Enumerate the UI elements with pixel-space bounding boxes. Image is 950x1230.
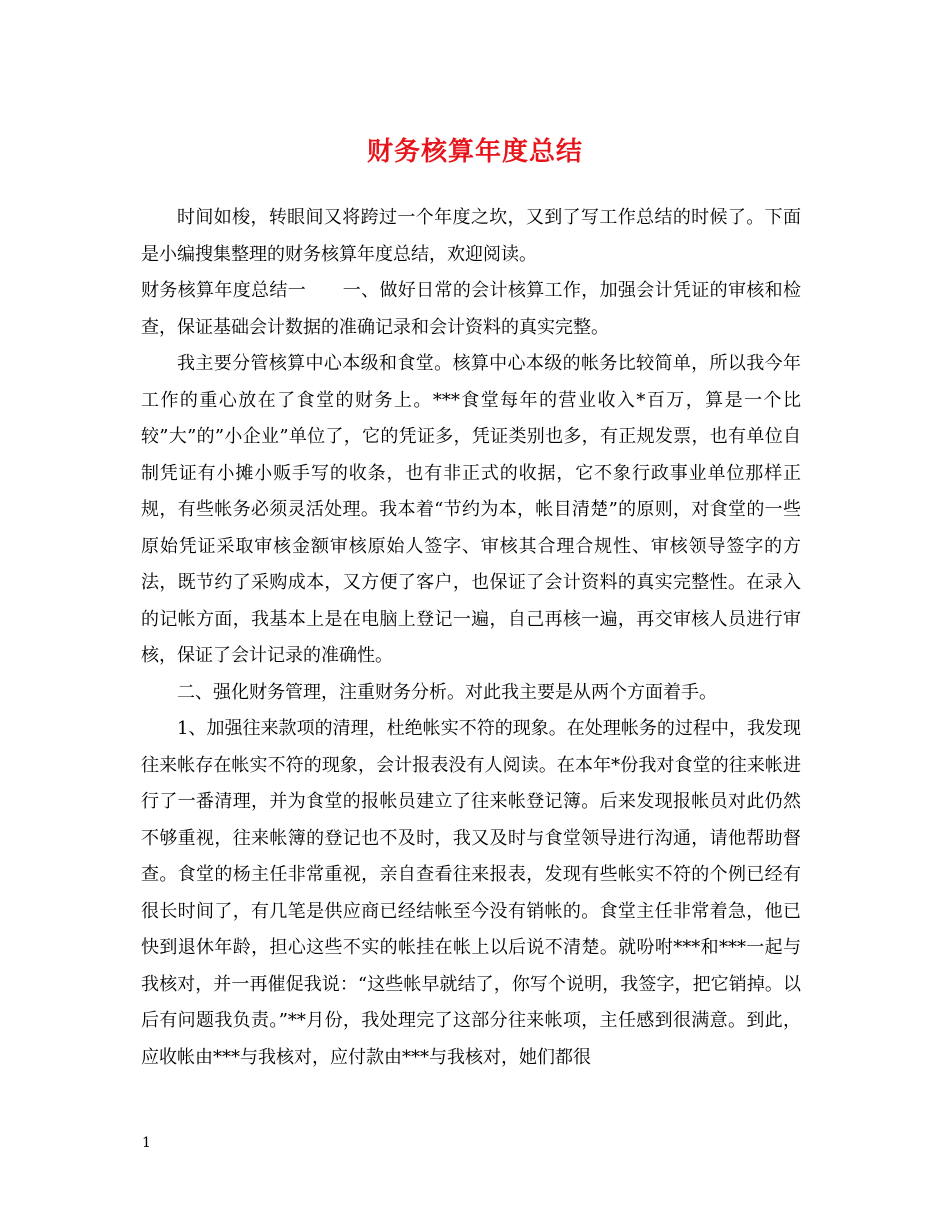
document-body: [141, 200, 801, 1076]
paragraph-section-two-item-one: 1、加强往来款项的清理，杜绝帐实不符的现象。在处理帐务的过程中，我发现往来帐存在帐实不符的现象，会计报表没有人阅读。在本年*份我对食堂的往来帐进行了一番清理，并为食堂的报帐员建立了往来帐登记簿。后来发现报帐员对此仍然不够重视，往来帐簿的登记也不及时，我又及时与食堂领导进行沟通，请他帮助督查。食堂的杨主任非常重视，亲自查看往来报表，发现有些帐实不符的个例已经有很长时间了，有几笔是供应商已经结帐至今没有销帐的。食堂主任非常着急，他已快到退休年龄，担心这些不实的帐挂在帐上以后说不清楚。就吩咐***和***一起与我核对，并一再催促我说：“这些帐早就结了，你写个说明，我签字，把它销掉。以后有问题我负责。”**月份，我处理完了这部分往来帐项，主任感到很满意。到此，应收帐由***与我核对，应付款由***与我核对，她们都很: [141, 718, 801, 1068]
paragraph-section-two-heading: 二、强化财务管理，注重财务分析。对此我主要是从两个方面着手。: [177, 681, 717, 703]
paragraph-section-one-body: 我主要分管核算中心本级和食堂。核算中心本级的帐务比较简单，所以我今年工作的重心放在了食堂的财务上。***食堂每年的营业收入*百万，算是一个比较”大”的”小企业”单位了，它的凭证多，凭证类别也多，有正规发票，也有单位自制凭证有小摊小贩手写的收条，也有非正式的收据，它不象行政事业单位那样正规，有些帐务必须灵活处理。我本着“节约为本，帐目清楚”的原则，对食堂的一些原始凭证采取审核金额审核原始人签字、审核其合理合规性、审核领导签字的方法，既节约了采购成本，又方便了客户，也保证了会计资料的真实完整性。在录入的记帐方面，我基本上是在电脑上登记一遍，自己再核一遍，再交审核人员进行审核，保证了会计记录的准确性。: [141, 353, 801, 666]
document-title: 财务核算年度总结: [366, 137, 583, 167]
paragraph-intro: 时间如梭，转眼间又将跨过一个年度之坎，又到了写工作总结的时候了。下面是小编搜集整理的财务核算年度总结，欢迎阅读。: [141, 207, 801, 265]
paragraph-section-one-heading: 财务核算年度总结一 一、做好日常的会计核算工作，加强会计凭证的审核和检查，保证基础会计数据的准确记录和会计资料的真实完整。: [141, 280, 801, 338]
page-number: 1: [142, 1135, 151, 1151]
